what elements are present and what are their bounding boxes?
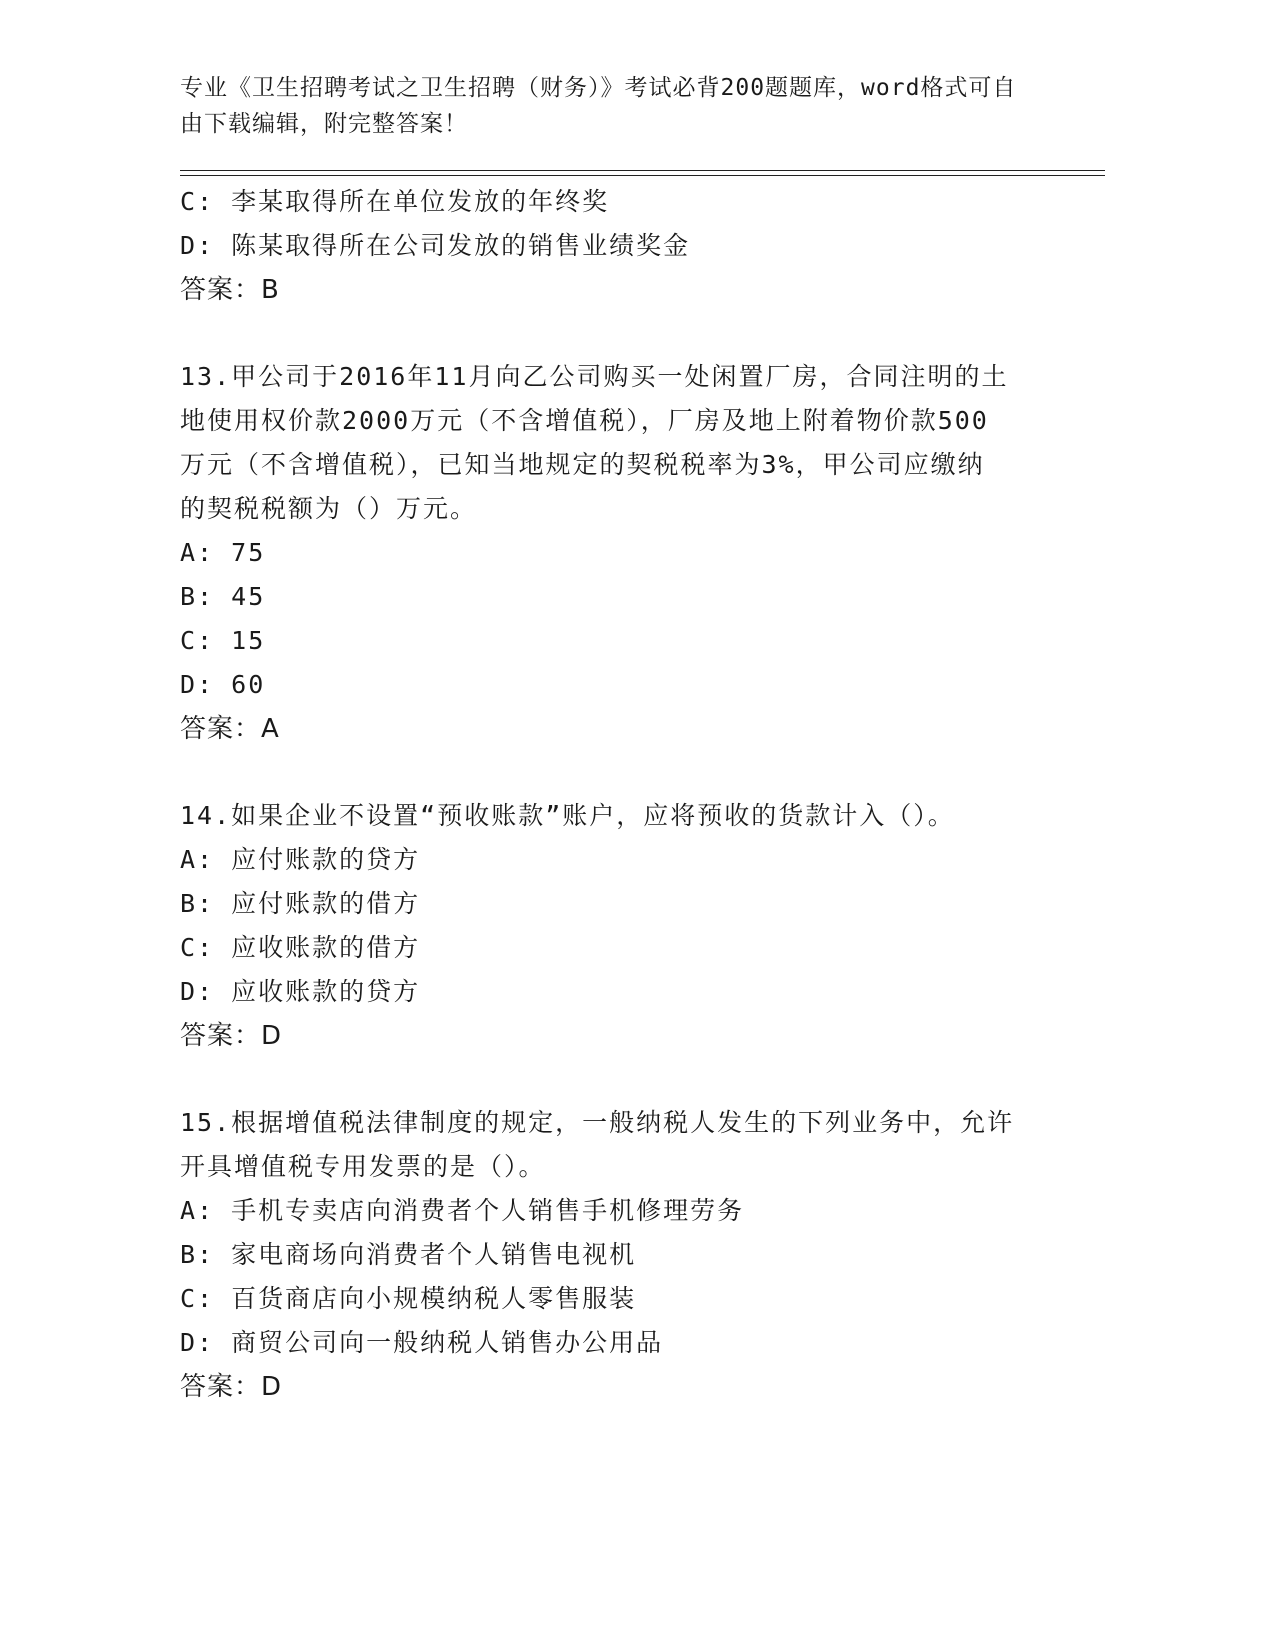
answer-line: 答案：B <box>180 275 280 305</box>
option-text: 应收账款的借方 <box>231 933 421 962</box>
header-divider-bottom <box>180 175 1105 176</box>
option-row <box>180 838 1050 882</box>
question-line: 的契税税额为（）万元。 <box>180 494 478 523</box>
option-row <box>180 1321 1050 1365</box>
option-text: 15 <box>231 626 266 655</box>
question-line: 13.甲公司于2016年11月向乙公司购买一处闲置厂房，合同注明的土 <box>180 362 1009 391</box>
spacer <box>180 1058 1050 1101</box>
answer-line: 答案：D <box>180 1372 283 1402</box>
question-text <box>180 355 1050 531</box>
option-text: 家电商场向消费者个人销售电视机 <box>231 1240 637 1269</box>
question-14 <box>180 794 1050 1058</box>
option-text: 百货商店向小规模纳税人零售服装 <box>231 1284 637 1313</box>
option-row <box>180 575 1050 619</box>
header-divider-top <box>180 170 1105 171</box>
question-line: 开具增值税专用发票的是（）。 <box>180 1152 546 1181</box>
question-line: 万元（不含增值税），已知当地规定的契税税率为3%，甲公司应缴纳 <box>180 450 985 479</box>
option-row <box>180 1277 1050 1321</box>
option-text: 李某取得所在单位发放的年终奖 <box>231 187 610 216</box>
spacer <box>180 751 1050 794</box>
question-13 <box>180 355 1050 751</box>
question-line: 14.如果企业不设置“预收账款”账户，应将预收的货款计入（）。 <box>180 801 955 830</box>
document-body <box>180 180 1050 1409</box>
option-row <box>180 926 1050 970</box>
option-label: A: <box>180 1196 215 1225</box>
option-text: 手机专卖店向消费者个人销售手机修理劳务 <box>231 1196 745 1225</box>
option-row <box>180 882 1050 926</box>
option-text: 陈某取得所在公司发放的销售业绩奖金 <box>231 231 691 260</box>
option-row <box>180 224 1050 268</box>
option-text: 60 <box>231 670 266 699</box>
option-label: D: <box>180 231 215 260</box>
question-line: 地使用权价款2000万元（不含增值税），厂房及地上附着物价款500 <box>180 406 989 435</box>
option-text: 应付账款的贷方 <box>231 845 421 874</box>
option-label: B: <box>180 889 215 918</box>
option-text: 应收账款的贷方 <box>231 977 421 1006</box>
option-row <box>180 531 1050 575</box>
option-row <box>180 1189 1050 1233</box>
question-line: 15.根据增值税法律制度的规定，一般纳税人发生的下列业务中，允许 <box>180 1108 1015 1137</box>
header-line-2: 由下载编辑，附完整答案！ <box>180 111 468 137</box>
document-header <box>180 70 1060 142</box>
partial-question <box>180 180 1050 312</box>
option-label: D: <box>180 670 215 699</box>
option-text: 商贸公司向一般纳税人销售办公用品 <box>231 1328 664 1357</box>
option-row <box>180 180 1050 224</box>
option-text: 75 <box>231 538 266 567</box>
option-label: B: <box>180 582 215 611</box>
answer-line: 答案：A <box>180 714 280 744</box>
option-label: C: <box>180 1284 215 1313</box>
header-line-1: 专业《卫生招聘考试之卫生招聘（财务）》考试必背200题题库，word格式可自 <box>180 75 1017 101</box>
option-row <box>180 970 1050 1014</box>
option-row <box>180 619 1050 663</box>
spacer <box>180 312 1050 355</box>
option-label: C: <box>180 933 215 962</box>
option-label: C: <box>180 187 215 216</box>
option-text: 45 <box>231 582 266 611</box>
question-text <box>180 794 1050 838</box>
option-label: B: <box>180 1240 215 1269</box>
question-text <box>180 1101 1050 1189</box>
option-label: A: <box>180 538 215 567</box>
option-row <box>180 1233 1050 1277</box>
option-text: 应付账款的借方 <box>231 889 421 918</box>
option-label: D: <box>180 977 215 1006</box>
option-label: A: <box>180 845 215 874</box>
answer-line: 答案：D <box>180 1021 283 1051</box>
option-row <box>180 663 1050 707</box>
option-label: D: <box>180 1328 215 1357</box>
question-15 <box>180 1101 1050 1409</box>
option-label: C: <box>180 626 215 655</box>
